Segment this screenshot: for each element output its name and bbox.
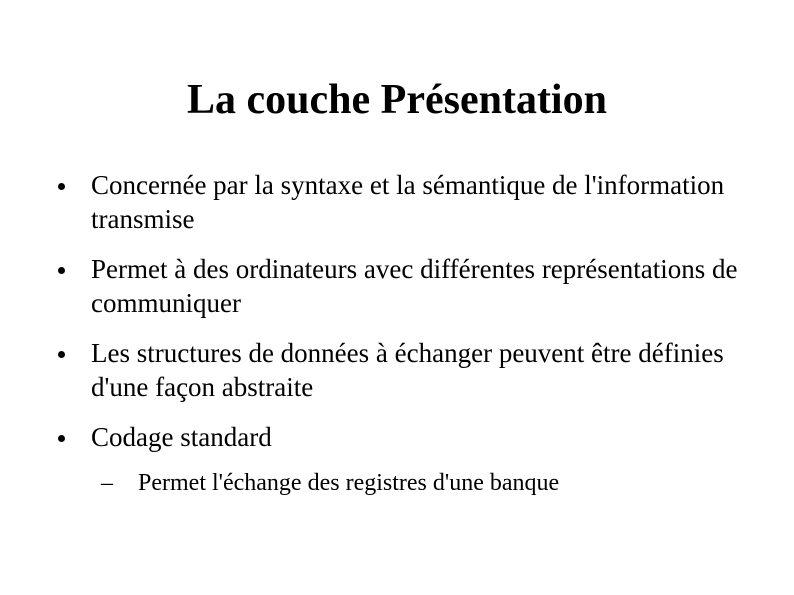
bullet-text: Permet à des ordinateurs avec différentes représentations de communiquer [91, 254, 738, 318]
bullet-dot-icon [58, 267, 65, 274]
bullet-dot-icon [58, 351, 65, 358]
dash-marker: – [101, 470, 113, 496]
bullet-list [58, 168, 758, 498]
bullet-item-abstract-structures [58, 336, 758, 404]
bullet-dot-icon [58, 435, 65, 442]
sub-bullet-list [91, 468, 758, 498]
bullet-text: Codage standard [91, 422, 272, 452]
bullet-item-standard-coding [58, 420, 758, 498]
bullet-text: Les structures de données à échanger peuvent être définies d'une façon abstraite [91, 338, 724, 402]
slide-title: La couche Présentation [187, 77, 607, 123]
bullet-dot-icon [58, 183, 65, 190]
sub-bullet-text: Permet l'échange des registres d'une banque [138, 470, 560, 496]
bullet-item-different-representations [58, 252, 758, 320]
bullet-text: Concernée par la syntaxe et la sémantique de l'information transmise [91, 170, 725, 234]
bullet-item-syntax-semantics [58, 168, 758, 236]
sub-bullet-item-bank-records [101, 468, 758, 498]
